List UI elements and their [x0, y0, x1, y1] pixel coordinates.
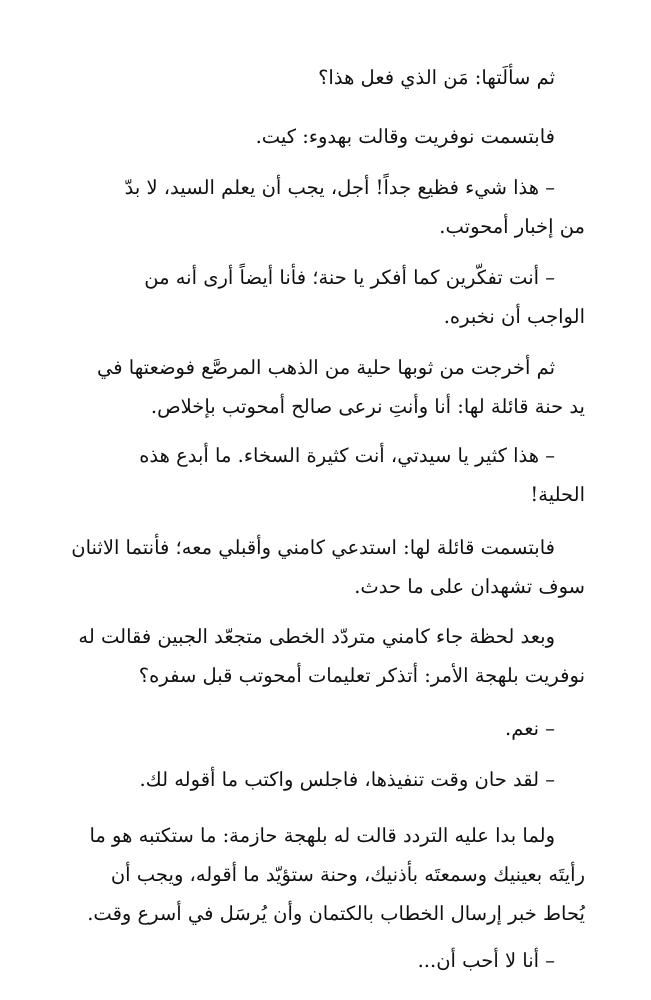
- text-line: – أنا لا أحب أن...: [417, 949, 555, 972]
- paragraph-1: [67, 58, 585, 97]
- text-line: رأيتَه بعينيك وسمعتَه بأذنيك، وحنة ستؤيّد ما أقوله، ويجب أن: [110, 863, 585, 886]
- paragraph-3: [67, 168, 585, 246]
- paragraph-7: [67, 528, 585, 606]
- text-line: – نعم.: [505, 717, 555, 740]
- text-line: ثم سألَتها: مَن الذي فعل هذا؟: [318, 66, 555, 89]
- text-line: – لقد حان وقت تنفيذها، فاجلس واكتب ما أقوله لك.: [139, 768, 555, 791]
- text-line: يُحاط خبر إرسال الخطاب بالكتمان وأن يُرسَل في أسرع وقت.: [87, 902, 585, 925]
- text-line: ثم أخرجت من ثوبها حلية من الذهب المرصَّع فوضعتها في: [96, 356, 555, 379]
- paragraph-8: [67, 617, 585, 695]
- paragraph-4: [67, 258, 585, 336]
- text-line: من إخبار أمحوتب.: [439, 215, 585, 238]
- text-line: الحلية!: [530, 483, 585, 506]
- text-line: فابتسمت قائلة لها: استدعي كامني وأقبلي معه؛ فأنتما الاثنان: [71, 536, 555, 559]
- paragraph-6: [67, 436, 585, 514]
- paragraph-12: [67, 941, 585, 980]
- paragraph-10: [67, 760, 585, 799]
- text-line: الواجب أن نخبره.: [443, 305, 585, 328]
- text-line: فابتسمت نوفريت وقالت بهدوء: كيت.: [255, 125, 555, 148]
- text-line: – هذا كثير يا سيدتي، أنت كثيرة السخاء. ما أبدع هذه: [139, 444, 555, 467]
- text-line: يد حنة قائلة لها: أنا وأنتِ نرعى صالح أمحوتب بإخلاص.: [150, 395, 585, 418]
- text-line: نوفريت بلهجة الأمر: أتذكر تعليمات أمحوتب قبل سفره؟: [138, 664, 585, 687]
- paragraph-11: [67, 816, 585, 933]
- text-line: – أنت تفكّرين كما أفكر يا حنة؛ فأنا أيضاً أرى أنه من: [144, 266, 555, 289]
- text-line: – هذا شيء فظيع جداً! أجل، يجب أن يعلم السيد، لا بدّ: [124, 176, 555, 199]
- text-line: ولما بدا عليه التردد قالت له بلهجة حازمة: ما ستكتبه هو ما: [89, 824, 555, 847]
- paragraph-9: [67, 709, 585, 748]
- text-line: سوف تشهدان على ما حدث.: [354, 575, 585, 598]
- paragraph-5: [67, 348, 585, 426]
- paragraph-2: [67, 117, 585, 156]
- text-line: وبعد لحظة جاء كامني متردّد الخطى متجعّد الجبين فقالت له: [78, 625, 555, 648]
